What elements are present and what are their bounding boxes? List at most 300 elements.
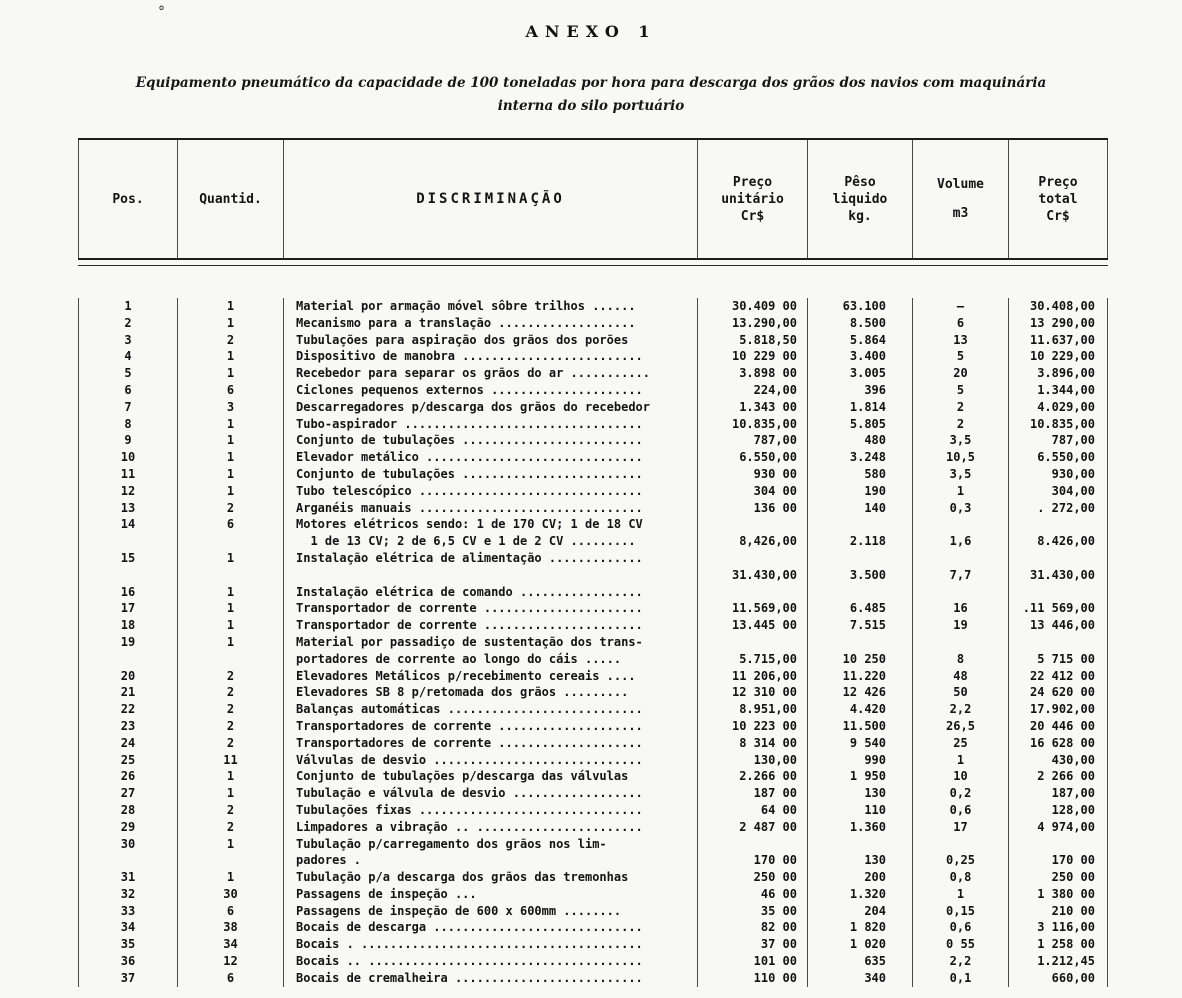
cell-weight: 396	[808, 382, 913, 399]
cell-qty	[178, 852, 284, 869]
cell-unit: 64 00	[698, 802, 808, 819]
table-row	[78, 516, 1108, 533]
cell-qty: 2	[178, 718, 284, 735]
cell-vol: 5	[913, 348, 1009, 365]
cell-qty: 1	[178, 550, 284, 567]
cell-pos: 13	[78, 500, 178, 517]
cell-qty: 1	[178, 483, 284, 500]
cell-pos	[78, 852, 178, 869]
cell-vol	[913, 516, 1009, 533]
cell-vol: 0,3	[913, 500, 1009, 517]
cell-weight: 140	[808, 500, 913, 517]
cell-weight: 6.485	[808, 600, 913, 617]
cell-desc: Conjunto de tubulações .........................	[284, 466, 698, 483]
cell-weight: 3.500	[808, 567, 913, 584]
cell-total: 16 628 00	[1009, 735, 1108, 752]
cell-unit: 11.569,00	[698, 600, 808, 617]
document-subtitle	[50, 72, 1132, 118]
cell-unit: 30.409 00	[698, 298, 808, 315]
subtitle-line-1: Equipamento pneumático da capacidade de 100 toneladas por hora para descarga dos grãos dos navios com maquinária	[135, 75, 1047, 91]
cell-desc: Arganéis manuais ...............................	[284, 500, 698, 517]
cell-vol: 5	[913, 382, 1009, 399]
table-row	[78, 802, 1108, 819]
cell-qty: 2	[178, 332, 284, 349]
table-row	[78, 567, 1108, 584]
cell-pos: 1	[78, 298, 178, 315]
cell-desc: Transportadores de corrente ....................	[284, 718, 698, 735]
cell-desc: Tubulação e válvula de desvio ..................	[284, 785, 698, 802]
cell-unit: 35 00	[698, 903, 808, 920]
cell-qty	[178, 567, 284, 584]
cell-unit: 3.898 00	[698, 365, 808, 382]
cell-vol: 0,2	[913, 785, 1009, 802]
cell-pos: 21	[78, 684, 178, 701]
cell-unit	[698, 836, 808, 853]
cell-vol: 0,6	[913, 802, 1009, 819]
cell-weight: 190	[808, 483, 913, 500]
cell-unit: 8.951,00	[698, 701, 808, 718]
cell-unit: 930 00	[698, 466, 808, 483]
table-row	[78, 903, 1108, 920]
cell-qty: 1	[178, 315, 284, 332]
cell-total	[1009, 836, 1108, 853]
cell-total: 930,00	[1009, 466, 1108, 483]
cell-pos: 35	[78, 936, 178, 953]
cell-desc: Motores elétricos sendo: 1 de 170 CV; 1 de 18 CV	[284, 516, 698, 533]
cell-weight: 635	[808, 953, 913, 970]
table-row	[78, 668, 1108, 685]
header-net-weight-line1: Pêso	[844, 174, 876, 190]
header-body-divider	[78, 258, 1108, 266]
cell-weight	[808, 634, 913, 651]
cell-desc: Bocais de descarga .............................	[284, 919, 698, 936]
cell-qty: 12	[178, 953, 284, 970]
cell-vol: 50	[913, 684, 1009, 701]
table-row	[78, 953, 1108, 970]
table-row	[78, 416, 1108, 433]
cell-desc: Tubo-aspirador .................................	[284, 416, 698, 433]
cell-vol: 2	[913, 399, 1009, 416]
cell-total: 1.212,45	[1009, 953, 1108, 970]
cell-qty: 1	[178, 348, 284, 365]
cell-weight: 130	[808, 785, 913, 802]
table-row	[78, 919, 1108, 936]
cell-unit: 170 00	[698, 852, 808, 869]
header-unit-price-line3: Cr$	[740, 208, 765, 224]
table-row	[78, 584, 1108, 601]
cell-unit: 787,00	[698, 432, 808, 449]
cell-vol: 0,6	[913, 919, 1009, 936]
cell-weight	[808, 516, 913, 533]
header-volume	[913, 140, 1009, 258]
header-net-weight-line3: kg.	[848, 208, 872, 224]
cell-pos: 12	[78, 483, 178, 500]
cell-desc: Material por armação móvel sôbre trilhos ......	[284, 298, 698, 315]
header-pos-label: Pos.	[112, 191, 144, 207]
cell-qty: 1	[178, 432, 284, 449]
table-row	[78, 600, 1108, 617]
header-net-weight	[808, 140, 913, 258]
cell-total: 20 446 00	[1009, 718, 1108, 735]
cell-weight: 1 820	[808, 919, 913, 936]
cell-vol: 1	[913, 752, 1009, 769]
cell-desc: Tubulações para aspiração dos grãos dos porões	[284, 332, 698, 349]
cell-pos: 24	[78, 735, 178, 752]
cell-desc: Transportador de corrente ......................	[284, 600, 698, 617]
cell-weight: 1 950	[808, 768, 913, 785]
header-volume-line1: Volume	[937, 177, 984, 192]
cell-weight: 1 020	[808, 936, 913, 953]
table-row	[78, 785, 1108, 802]
cell-desc: Dispositivo de manobra .........................	[284, 348, 698, 365]
table-row	[78, 869, 1108, 886]
cell-weight: 10 250	[808, 651, 913, 668]
cell-weight: 2.118	[808, 533, 913, 550]
cell-total: 128,00	[1009, 802, 1108, 819]
cell-qty: 6	[178, 903, 284, 920]
cell-weight: 12 426	[808, 684, 913, 701]
cell-total: 187,00	[1009, 785, 1108, 802]
cell-pos: 15	[78, 550, 178, 567]
cell-unit: 12 310 00	[698, 684, 808, 701]
cell-qty: 2	[178, 684, 284, 701]
cell-total: .11 569,00	[1009, 600, 1108, 617]
cell-unit: 13.290,00	[698, 315, 808, 332]
cell-pos: 29	[78, 819, 178, 836]
table-header-row	[78, 140, 1108, 258]
cell-desc: Tubulação p/carregamento dos grãos nos lim-	[284, 836, 698, 853]
cell-unit: 10.835,00	[698, 416, 808, 433]
cell-unit: 110 00	[698, 970, 808, 987]
cell-qty: 2	[178, 500, 284, 517]
cell-total: 13 290,00	[1009, 315, 1108, 332]
cell-vol: 8	[913, 651, 1009, 668]
cell-total: 1.344,00	[1009, 382, 1108, 399]
cell-desc: Transportador de corrente ......................	[284, 617, 698, 634]
cell-unit	[698, 584, 808, 601]
cell-pos: 18	[78, 617, 178, 634]
cell-qty: 1	[178, 836, 284, 853]
cell-vol	[913, 634, 1009, 651]
cell-total: . 272,00	[1009, 500, 1108, 517]
cell-pos	[78, 651, 178, 668]
cell-weight: 130	[808, 852, 913, 869]
cell-vol: 0,15	[913, 903, 1009, 920]
header-total-price-line3: Cr$	[1046, 208, 1070, 224]
cell-weight: 1.360	[808, 819, 913, 836]
cell-unit	[698, 550, 808, 567]
cell-vol: 20	[913, 365, 1009, 382]
cell-pos: 9	[78, 432, 178, 449]
table-row	[78, 718, 1108, 735]
cell-vol: 10,5	[913, 449, 1009, 466]
cell-total: 3 116,00	[1009, 919, 1108, 936]
cell-vol: 0,8	[913, 869, 1009, 886]
cell-weight: 200	[808, 869, 913, 886]
cell-total: 2 266 00	[1009, 768, 1108, 785]
cell-unit: 10 223 00	[698, 718, 808, 735]
cell-weight: 1.320	[808, 886, 913, 903]
cell-desc: Bocais de cremalheira ..........................	[284, 970, 698, 987]
table-row	[78, 684, 1108, 701]
cell-unit	[698, 634, 808, 651]
cell-total: 8.426,00	[1009, 533, 1108, 550]
table-body	[78, 266, 1108, 987]
cell-desc	[284, 567, 698, 584]
table-row	[78, 852, 1108, 869]
cell-pos: 33	[78, 903, 178, 920]
cell-pos	[78, 567, 178, 584]
table-row	[78, 382, 1108, 399]
cell-qty: 1	[178, 584, 284, 601]
cell-qty	[178, 533, 284, 550]
cell-qty: 1	[178, 617, 284, 634]
cell-pos: 34	[78, 919, 178, 936]
cell-total	[1009, 584, 1108, 601]
cell-pos: 30	[78, 836, 178, 853]
cell-desc: Tubulação p/a descarga dos grãos das tremonhas	[284, 869, 698, 886]
cell-pos: 19	[78, 634, 178, 651]
table-row	[78, 617, 1108, 634]
cell-total	[1009, 634, 1108, 651]
cell-vol	[913, 584, 1009, 601]
header-volume-line2: m3	[952, 206, 969, 221]
header-description	[284, 140, 698, 258]
table-row	[78, 651, 1108, 668]
cell-vol: 1	[913, 483, 1009, 500]
cell-vol: 3,5	[913, 432, 1009, 449]
cell-pos: 5	[78, 365, 178, 382]
cell-desc: padores .	[284, 852, 698, 869]
cell-total	[1009, 516, 1108, 533]
cell-qty: 1	[178, 365, 284, 382]
cell-desc: Passagens de inspeção de 600 x 600mm ........	[284, 903, 698, 920]
cell-total: 787,00	[1009, 432, 1108, 449]
cell-total: 24 620 00	[1009, 684, 1108, 701]
header-total-price	[1009, 140, 1108, 258]
cell-desc: Bocais .. ......................................	[284, 953, 698, 970]
cell-desc: Descarregadores p/descarga dos grãos do recebedor	[284, 399, 698, 416]
cell-unit: 13.445 00	[698, 617, 808, 634]
header-unit-price	[698, 140, 808, 258]
cell-vol: 10	[913, 768, 1009, 785]
cell-qty: 30	[178, 886, 284, 903]
cell-unit: 1.343 00	[698, 399, 808, 416]
cell-vol: —	[913, 298, 1009, 315]
cell-weight: 9 540	[808, 735, 913, 752]
cell-weight: 340	[808, 970, 913, 987]
cell-weight: 5.805	[808, 416, 913, 433]
cell-vol: 2,2	[913, 701, 1009, 718]
cell-desc: Limpadores a vibração .. .......................	[284, 819, 698, 836]
header-quantity	[178, 140, 284, 258]
cell-pos: 10	[78, 449, 178, 466]
cell-unit: 101 00	[698, 953, 808, 970]
cell-desc: Elevador metálico ..............................	[284, 449, 698, 466]
cell-qty: 2	[178, 819, 284, 836]
cell-vol: 2	[913, 416, 1009, 433]
cell-qty: 2	[178, 802, 284, 819]
cell-qty: 1	[178, 466, 284, 483]
cell-pos: 6	[78, 382, 178, 399]
cell-qty: 1	[178, 768, 284, 785]
cell-desc: portadores de corrente ao longo do cáis .....	[284, 651, 698, 668]
cell-desc: Instalação elétrica de alimentação .............	[284, 550, 698, 567]
cell-total: 4.029,00	[1009, 399, 1108, 416]
cell-vol: 1,6	[913, 533, 1009, 550]
cell-total: 31.430,00	[1009, 567, 1108, 584]
table-row	[78, 348, 1108, 365]
header-description-label: DISCRIMINAÇÃO	[416, 190, 565, 207]
cell-weight: 990	[808, 752, 913, 769]
cell-pos: 2	[78, 315, 178, 332]
cell-pos: 14	[78, 516, 178, 533]
cell-weight: 3.248	[808, 449, 913, 466]
subtitle-line-2: interna do silo portuário	[497, 98, 685, 114]
table-row	[78, 365, 1108, 382]
cell-qty: 2	[178, 735, 284, 752]
cell-qty: 2	[178, 701, 284, 718]
cell-qty: 38	[178, 919, 284, 936]
cell-vol: 13	[913, 332, 1009, 349]
table-row	[78, 936, 1108, 953]
cell-weight	[808, 550, 913, 567]
cell-pos: 26	[78, 768, 178, 785]
cell-vol: 3,5	[913, 466, 1009, 483]
cell-pos: 31	[78, 869, 178, 886]
cell-qty: 2	[178, 668, 284, 685]
cell-qty: 34	[178, 936, 284, 953]
table-row	[78, 432, 1108, 449]
cell-pos: 23	[78, 718, 178, 735]
cell-total: 17.902,00	[1009, 701, 1108, 718]
cell-qty	[178, 651, 284, 668]
table-row	[78, 483, 1108, 500]
header-net-weight-line2: liquido	[832, 191, 888, 207]
cell-unit: 5.818,50	[698, 332, 808, 349]
cell-unit: 187 00	[698, 785, 808, 802]
cell-vol: 0,25	[913, 852, 1009, 869]
cell-total: 6.550,00	[1009, 449, 1108, 466]
header-unit-price-line2: unitário	[721, 191, 784, 207]
cell-desc: Material por passadiço de sustentação dos trans-	[284, 634, 698, 651]
table-row	[78, 550, 1108, 567]
cell-qty: 3	[178, 399, 284, 416]
cell-vol	[913, 836, 1009, 853]
cell-total: 170 00	[1009, 852, 1108, 869]
cell-qty: 1	[178, 869, 284, 886]
cell-qty: 1	[178, 449, 284, 466]
cell-weight	[808, 836, 913, 853]
cell-unit: 8 314 00	[698, 735, 808, 752]
cell-total: 250 00	[1009, 869, 1108, 886]
table-row	[78, 819, 1108, 836]
cell-desc: Bocais . .......................................	[284, 936, 698, 953]
table-row	[78, 735, 1108, 752]
cell-qty: 6	[178, 970, 284, 987]
cell-total: 13 446,00	[1009, 617, 1108, 634]
cell-qty: 1	[178, 298, 284, 315]
cell-vol: 2,2	[913, 953, 1009, 970]
cell-desc: Recebedor para separar os grãos do ar ...........	[284, 365, 698, 382]
cell-total: 11.637,00	[1009, 332, 1108, 349]
cell-total: 1 258 00	[1009, 936, 1108, 953]
header-pos	[78, 140, 178, 258]
cell-total: 1 380 00	[1009, 886, 1108, 903]
table-row	[78, 752, 1108, 769]
cell-vol: 25	[913, 735, 1009, 752]
cell-weight: 8.500	[808, 315, 913, 332]
cell-unit: 31.430,00	[698, 567, 808, 584]
cell-weight: 580	[808, 466, 913, 483]
cell-qty: 1	[178, 416, 284, 433]
cell-desc: Tubulações fixas ...............................	[284, 802, 698, 819]
cell-vol: 0 55	[913, 936, 1009, 953]
cell-weight	[808, 584, 913, 601]
table-row	[78, 500, 1108, 517]
cell-vol	[913, 550, 1009, 567]
cell-pos: 8	[78, 416, 178, 433]
table-row	[78, 449, 1108, 466]
cell-total: 10.835,00	[1009, 416, 1108, 433]
cell-desc: Elevadores SB 8 p/retomada dos grãos .........	[284, 684, 698, 701]
cell-weight: 63.100	[808, 298, 913, 315]
cell-desc: Conjunto de tubulações .........................	[284, 432, 698, 449]
cell-total: 30.408,00	[1009, 298, 1108, 315]
cell-weight: 5.864	[808, 332, 913, 349]
cell-weight: 11.500	[808, 718, 913, 735]
cell-unit: 46 00	[698, 886, 808, 903]
cell-qty: 6	[178, 382, 284, 399]
cell-unit: 224,00	[698, 382, 808, 399]
cell-weight: 1.814	[808, 399, 913, 416]
cell-desc: Mecanismo para a translação ...................	[284, 315, 698, 332]
cell-vol: 17	[913, 819, 1009, 836]
cell-total: 5 715 00	[1009, 651, 1108, 668]
table-row	[78, 886, 1108, 903]
cell-qty: 6	[178, 516, 284, 533]
cell-vol: 7,7	[913, 567, 1009, 584]
cell-pos: 3	[78, 332, 178, 349]
cell-unit: 2 487 00	[698, 819, 808, 836]
cell-pos: 36	[78, 953, 178, 970]
cell-total: 210 00	[1009, 903, 1108, 920]
cell-vol: 48	[913, 668, 1009, 685]
cell-desc: Ciclones pequenos externos .....................	[284, 382, 698, 399]
cell-unit: 10 229 00	[698, 348, 808, 365]
header-quantity-label: Quantid.	[199, 191, 262, 207]
cell-vol: 1	[913, 886, 1009, 903]
table-row	[78, 836, 1108, 853]
cell-vol: 19	[913, 617, 1009, 634]
cell-vol: 26,5	[913, 718, 1009, 735]
cell-pos: 28	[78, 802, 178, 819]
cell-desc: Balanças automáticas ...........................	[284, 701, 698, 718]
page-title: ANEXO 1	[525, 22, 657, 41]
cell-pos: 22	[78, 701, 178, 718]
cell-desc: Transportadores de corrente ....................	[284, 735, 698, 752]
cell-total: 10 229,00	[1009, 348, 1108, 365]
cell-pos: 20	[78, 668, 178, 685]
cell-pos	[78, 533, 178, 550]
cell-weight: 7.515	[808, 617, 913, 634]
cell-unit: 8,426,00	[698, 533, 808, 550]
cell-unit: 2.266 00	[698, 768, 808, 785]
table-row	[78, 399, 1108, 416]
cell-qty: 1	[178, 600, 284, 617]
cell-vol: 6	[913, 315, 1009, 332]
cell-desc: Elevadores Metálicos p/recebimento cereais ....	[284, 668, 698, 685]
